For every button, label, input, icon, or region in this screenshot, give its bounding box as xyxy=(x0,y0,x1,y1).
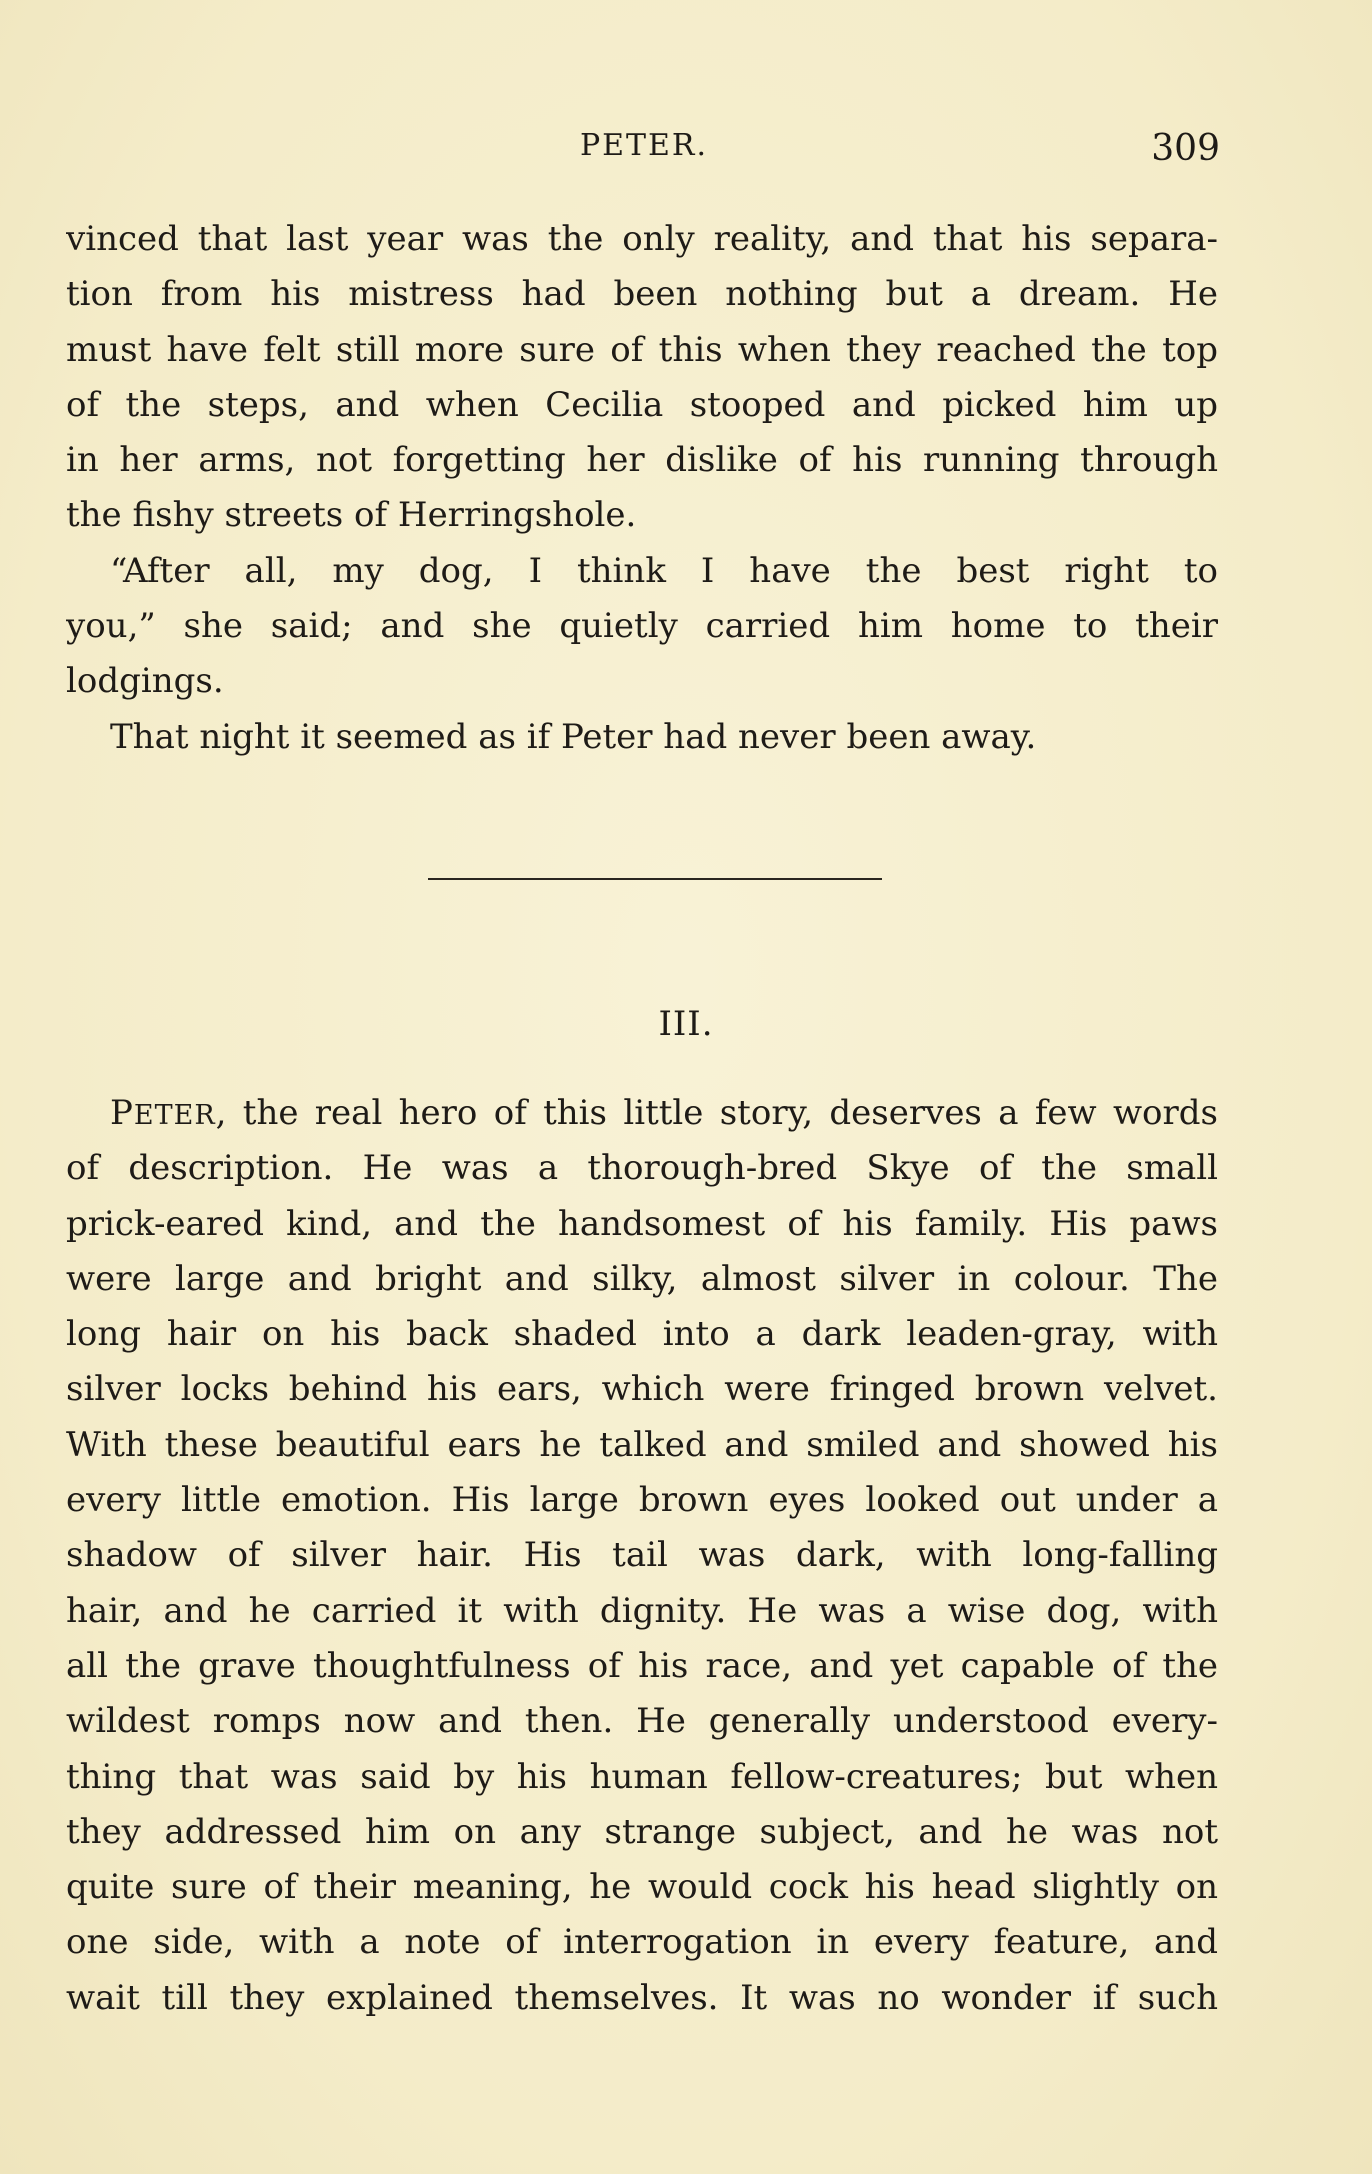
text-line: That night it seemed as if Peter had never been away. xyxy=(110,716,1037,757)
text-block-upper xyxy=(66,212,1218,765)
text-line-rest: , the real hero of this little story, deserves a few words xyxy=(215,1093,1218,1133)
text-line: With these beautiful ears he talked and smiled and showed his xyxy=(66,1424,1218,1465)
small-caps-word: PETER xyxy=(110,1093,216,1133)
text-line: wildest romps now and then. He generally understood every- xyxy=(66,1701,1218,1742)
text-line: quite sure of their meaning, he would cock his head slightly on xyxy=(66,1867,1218,1908)
text-block-lower xyxy=(66,1086,1218,2026)
text-line: shadow of silver hair. His tail was dark, with long-falling xyxy=(66,1535,1218,1576)
paragraph-continued xyxy=(66,212,1218,544)
text-line: prick-eared kind, and the handsomest of his family. His paws xyxy=(66,1203,1218,1244)
text-line: vinced that last year was the only reality, and that his separa- xyxy=(66,219,1218,259)
paragraph-closing xyxy=(66,710,1218,765)
text-line: tion from his mistress had been nothing but a dream. He xyxy=(66,274,1218,315)
text-line: the fishy streets of Herringshole. xyxy=(66,495,637,536)
section-heading: III. xyxy=(658,1004,714,1044)
text-line: one side, with a note of interrogation in every feature, and xyxy=(66,1922,1218,1963)
text-line: wait till they explained themselves. It was no wonder if such xyxy=(66,1977,1218,2018)
text-line: of description. He was a thorough-bred Skye of the small xyxy=(66,1148,1218,1189)
text-line-opening xyxy=(66,1086,1218,1141)
section-divider-rule xyxy=(428,878,882,880)
text-line: were large and bright and silky, almost silver in colour. The xyxy=(66,1258,1218,1299)
text-line: they addressed him on any strange subject, and he was not xyxy=(66,1811,1218,1852)
text-line: thing that was said by his human fellow-creatures; but when xyxy=(66,1756,1218,1797)
paragraph-dialogue xyxy=(66,544,1218,710)
text-line: you,” she said; and she quietly carried him home to their xyxy=(66,606,1218,647)
page-number: 309 xyxy=(1151,128,1220,169)
text-line: long hair on his back shaded into a dark leaden-gray, with xyxy=(66,1314,1218,1355)
text-line: every little emotion. His large brown eyes looked out under a xyxy=(66,1480,1218,1521)
text-line: all the grave thoughtfulness of his race, and yet capable of the xyxy=(66,1645,1218,1686)
text-line: in her arms, not forgetting her dislike of his running through xyxy=(66,440,1218,481)
paragraph-description xyxy=(66,1086,1218,2026)
text-line: silver locks behind his ears, which were fringed brown velvet. xyxy=(66,1369,1218,1410)
text-line: hair, and he carried it with dignity. He was a wise dog, with xyxy=(66,1590,1218,1631)
running-head xyxy=(68,128,1220,168)
text-line: “After all, my dog, I think I have the best right to xyxy=(110,550,1218,591)
text-line: of the steps, and when Cecilia stooped and picked him up xyxy=(66,384,1218,425)
running-title: PETER. xyxy=(579,128,709,163)
text-line: lodgings. xyxy=(66,661,224,702)
text-line: must have felt still more sure of this when they reached the top xyxy=(66,329,1218,370)
